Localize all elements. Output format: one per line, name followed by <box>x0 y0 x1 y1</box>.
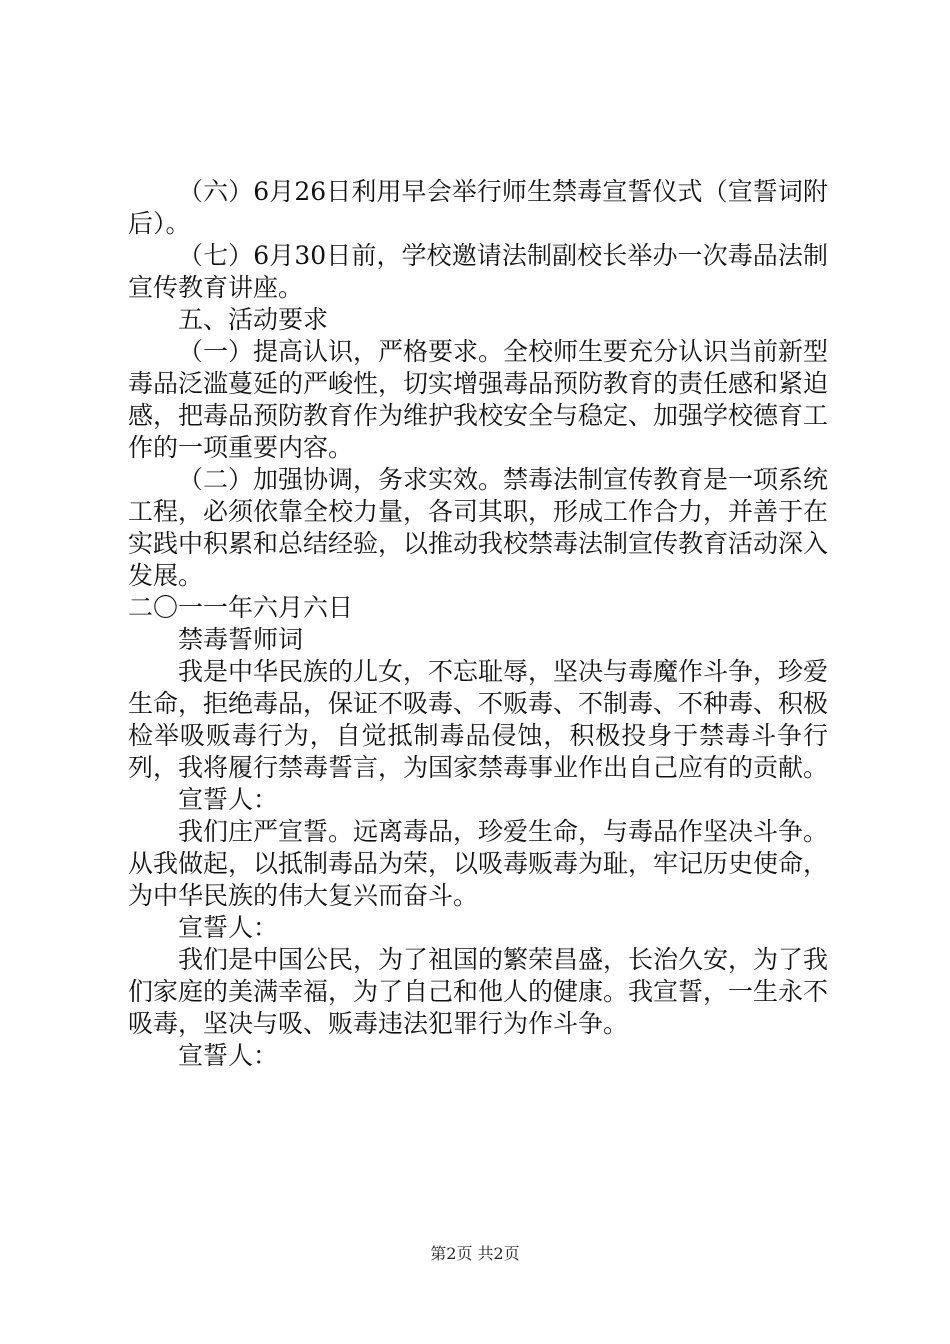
paragraph-requirement-two: （二）加强协调，务求实效。禁毒法制宣传教育是一项系统工程，必须依靠全校力量，各司其职，形成工作合力，并善于在实践中积累和总结经验，以推动我校禁毒法制宣传教育活动深入发展。 <box>128 465 829 590</box>
document-body <box>128 176 828 1072</box>
page-number-footer: 第2页 共2页 <box>430 1244 520 1263</box>
oath-signer-label-two: 宣誓人： <box>178 913 279 942</box>
oath-signer-label-one: 宣誓人： <box>178 785 279 814</box>
document-date: 二〇一一年六月六日 <box>128 593 354 622</box>
oath-text-three: 我们是中国公民，为了祖国的繁荣昌盛，长治久安，为了我们家庭的美满幸福，为了自己和他人的健康。我宣誓，一生永不吸毒，坚决与吸、贩毒违法犯罪行为作斗争。 <box>128 945 829 1038</box>
paragraph-requirement-one: （一）提高认识，严格要求。全校师生要充分认识当前新型毒品泛滥蔓延的严峻性，切实增强毒品预防教育的责任感和紧迫感，把毒品预防教育作为维护我校安全与稳定、加强学校德育工作的一项重要内容。 <box>128 337 829 462</box>
oath-text-two: 我们庄严宣誓。远离毒品，珍爱生命，与毒品作坚决斗争。从我做起，以抵制毒品为荣，以吸毒贩毒为耻，牢记历史使命，为中华民族的伟大复兴而奋斗。 <box>128 817 829 910</box>
paragraph-activity-seven: （七）6月30日前，学校邀请法制副校长举办一次毒品法制宣传教育讲座。 <box>128 241 828 302</box>
oath-signer-label-three: 宣誓人： <box>178 1041 279 1070</box>
paragraph-activity-six: （六）6月26日利用早会举行师生禁毒宣誓仪式（宣誓词附后）。 <box>128 177 828 238</box>
oath-title: 禁毒誓师词 <box>178 625 304 654</box>
section-heading-requirements: 五、活动要求 <box>178 305 329 334</box>
oath-text-one: 我是中华民族的儿女，不忘耻辱，坚决与毒魔作斗争，珍爱生命，拒绝毒品，保证不吸毒、不贩毒、不制毒、不种毒、积极检举吸贩毒行为，自觉抵制毒品侵蚀，积极投身于禁毒斗争行列，我将履行禁毒誓言，为国家禁毒事业作出自己应有的贡献。 <box>128 657 829 782</box>
